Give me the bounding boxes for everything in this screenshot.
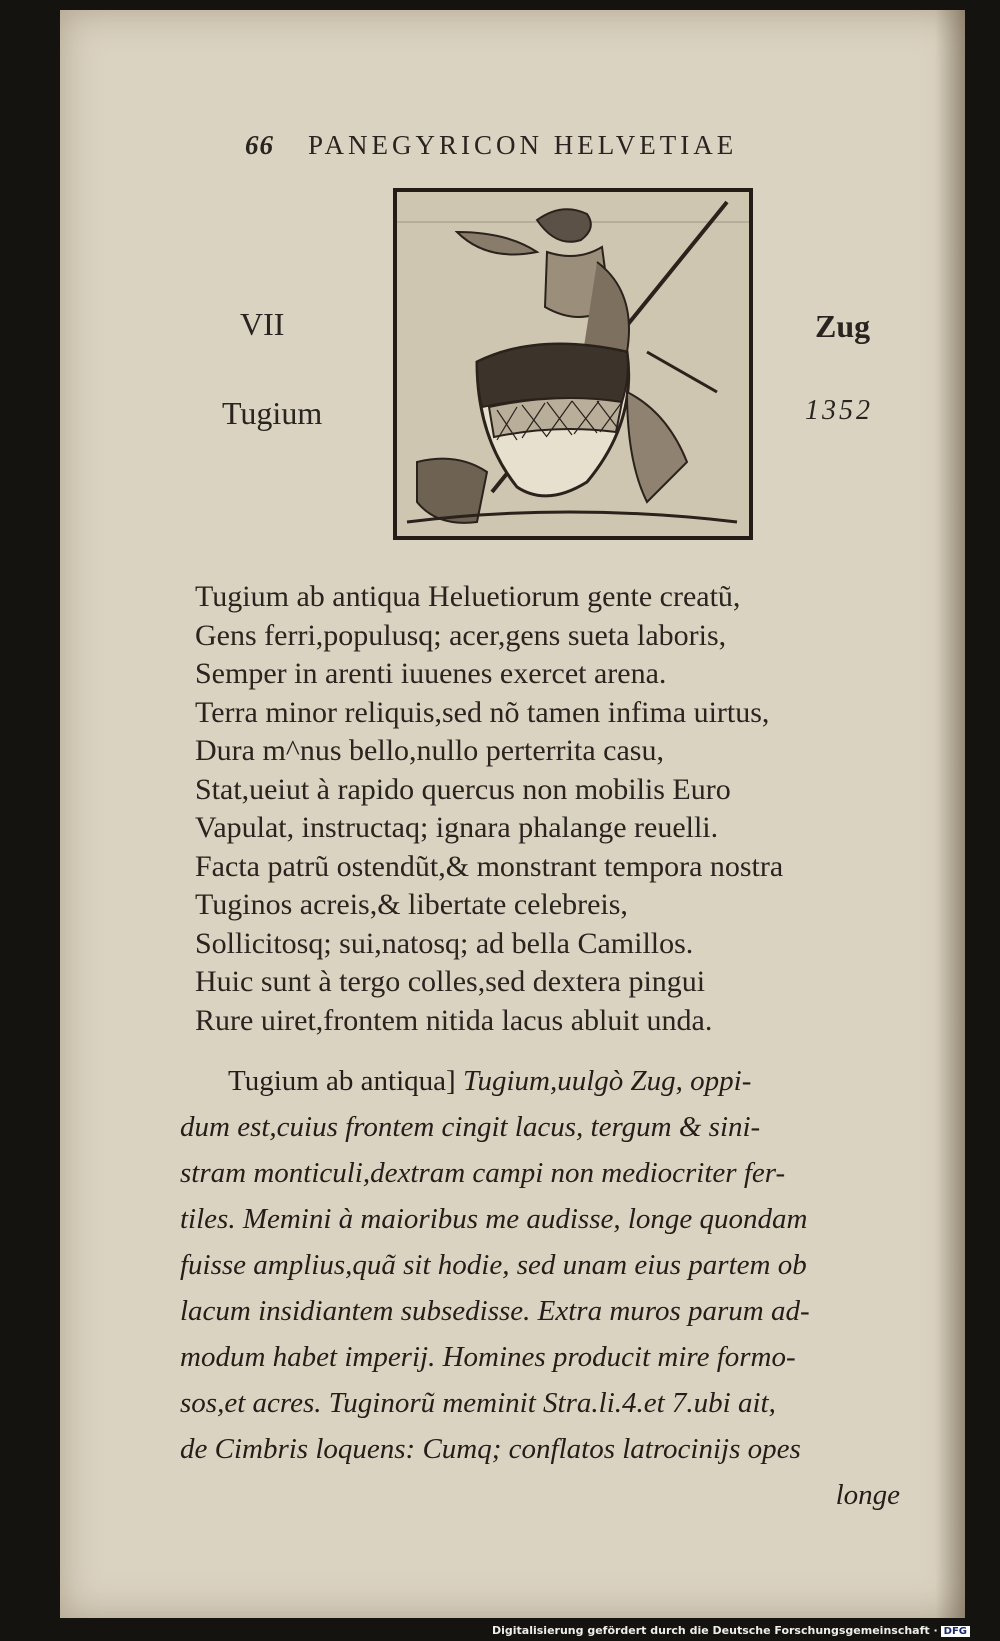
footer-text: Digitalisierung gefördert durch die Deutsche Forschungsgemeinschaft · [491,1624,938,1637]
commentary-line: lacum insidiantem subsedisse. Extra muros parum ad- [180,1295,810,1327]
commentary-lemma: Tugium ab antiqua] [228,1065,456,1097]
verse-line: Stat,ueiut à rapido quercus non mobilis Euro [195,772,731,806]
dfg-logo: DFG [941,1626,970,1637]
digitization-footer [492,1624,970,1637]
commentary-line: stram monticuli,dextram campi non mediocriter fer- [180,1157,786,1189]
verse-block [195,578,955,1040]
verse-line: Vapulat, instructaq; ignara phalange reuelli. [195,811,719,844]
canton-year: 1352 [805,395,873,426]
verse-line: Tuginos acreis,& libertate celebreis, [195,888,628,921]
running-title: PANEGYRICON HELVETIAE [308,130,738,160]
canton-latin-name: Tugium [222,395,323,431]
commentary-line: sos,et acres. Tuginorũ meminit Stra.li.4.et 7.ubi ait, [180,1387,776,1419]
verse-line: Facta patrũ ostendũt,& monstrant tempora nostra [195,849,784,883]
canton-numeral: VII [240,306,285,342]
commentary-line: modum habet imperij. Homines producit mire formo- [180,1341,796,1373]
verse-line: Terra minor reliquis,sed nõ tamen infima uirtus, [195,695,770,729]
verse-line: Semper in arenti iuuenes exercet arena. [195,657,667,690]
page-number: 66 [245,130,274,160]
soldier-with-shield-woodcut [397,192,749,536]
woodcut-illustration [393,188,753,540]
commentary-line: de Cimbris loquens: Cumq; conflatos latrocinijs opes [180,1433,801,1465]
catchword: longe [835,1479,900,1511]
running-header [245,130,885,161]
verse-line: Sollicitosq; sui,natosq; ad bella Camillos. [195,926,694,960]
commentary-line: tiles. Memini à maioribus me audisse, longe quondam [180,1203,808,1235]
verse-line: Dura m^nus bello,nullo perterrita casu, [195,734,664,767]
verse-line: Huic sunt à tergo colles,sed dextera pingui [195,965,706,998]
commentary-line: Tugium,uulgò Zug, oppi- [462,1065,752,1097]
commentary-line: dum est,cuius frontem cingit lacus, tergum & sini- [180,1111,761,1143]
canton-german-name: Zug [815,308,871,344]
commentary-block [180,1058,920,1518]
verse-line: Tugium ab antiqua Heluetiorum gente creatũ, [195,580,741,613]
verse-line: Gens ferri,populusq; acer,gens sueta laboris, [195,618,727,652]
verse-line: Rure uiret,frontem nitida lacus abluit unda. [195,1003,713,1037]
commentary-line: fuisse amplius,quã sit hodie, sed unam eius partem ob [180,1249,807,1281]
